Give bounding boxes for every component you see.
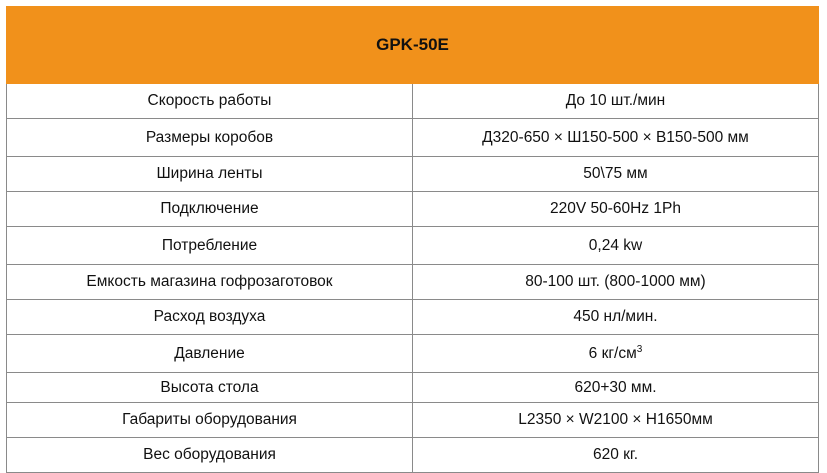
- header-row: [7, 7, 819, 84]
- spec-name: Высота стола: [7, 373, 413, 403]
- spec-name: Габариты оборудования: [7, 403, 413, 438]
- spec-name: Давление: [7, 335, 413, 373]
- table-row: [7, 335, 819, 373]
- spec-name: Скорость работы: [7, 84, 413, 119]
- spec-value: 0,24 kw: [413, 227, 819, 265]
- spec-value: [413, 335, 819, 373]
- table-row: [7, 119, 819, 157]
- spec-value: 620+30 мм.: [413, 373, 819, 403]
- table-row: [7, 157, 819, 192]
- table-row: [7, 403, 819, 438]
- table-row: [7, 227, 819, 265]
- spec-value: До 10 шт./мин: [413, 84, 819, 119]
- table-row: [7, 300, 819, 335]
- spec-value: Д320-650 × Ш150-500 × В150-500 мм: [413, 119, 819, 157]
- spec-name: Ширина ленты: [7, 157, 413, 192]
- spec-table-container: [6, 6, 819, 473]
- spec-value: L2350 × W2100 × H1650мм: [413, 403, 819, 438]
- spec-value: 50\75 мм: [413, 157, 819, 192]
- spec-name: Вес оборудования: [7, 438, 413, 473]
- spec-name: Размеры коробов: [7, 119, 413, 157]
- table-row: [7, 438, 819, 473]
- spec-value: 80-100 шт. (800-1000 мм): [413, 265, 819, 300]
- pressure-value-text: 6 кг/см: [588, 345, 637, 363]
- spec-value: 620 кг.: [413, 438, 819, 473]
- spec-value: 450 нл/мин.: [413, 300, 819, 335]
- table-row: [7, 265, 819, 300]
- table-title: GPK-50E: [7, 7, 819, 84]
- spec-name: Потребление: [7, 227, 413, 265]
- table-row: [7, 192, 819, 227]
- spec-name: Расход воздуха: [7, 300, 413, 335]
- spec-table: [6, 6, 819, 473]
- pressure-unit-superscript: 3: [636, 343, 643, 355]
- table-row: [7, 84, 819, 119]
- spec-name: Емкость магазина гофрозаготовок: [7, 265, 413, 300]
- spec-value: 220V 50-60Hz 1Ph: [413, 192, 819, 227]
- table-row: [7, 373, 819, 403]
- spec-name: Подключение: [7, 192, 413, 227]
